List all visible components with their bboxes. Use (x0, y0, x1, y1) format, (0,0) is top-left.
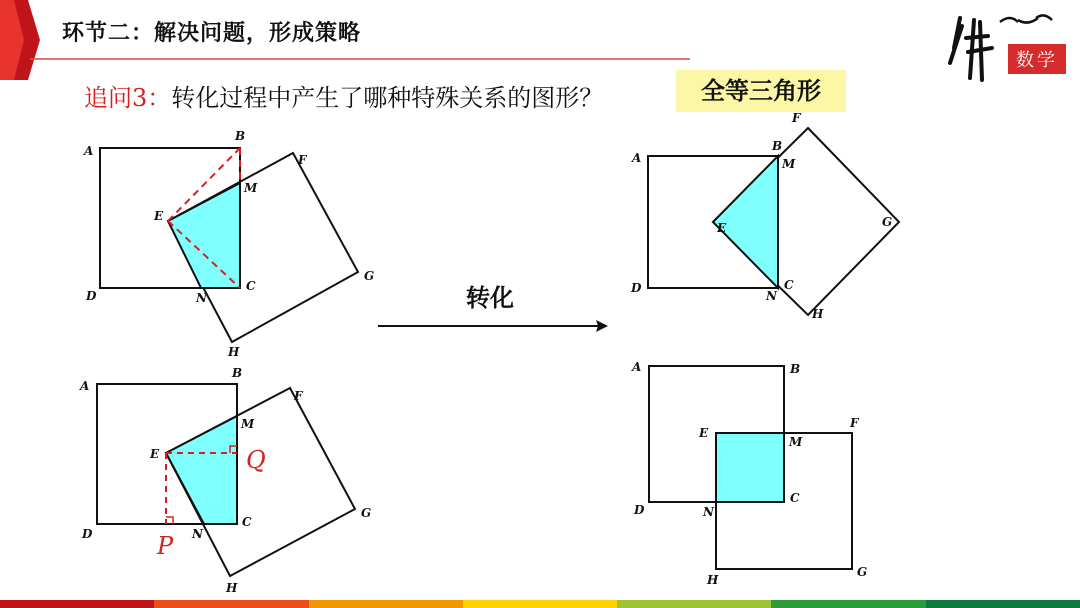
logo-badge: 数学 (1008, 44, 1066, 74)
bar-segment (0, 600, 154, 608)
label-G: G (364, 269, 375, 283)
bar-segment (617, 600, 771, 608)
label-P: P (157, 532, 174, 560)
label-F: F (298, 153, 307, 167)
label-G: G (857, 565, 868, 579)
bar-segment (463, 600, 617, 608)
label-A: A (80, 379, 90, 393)
label-N: N (703, 505, 714, 519)
label-E: E (699, 426, 709, 440)
label-C: C (790, 491, 800, 505)
label-H: H (812, 307, 824, 321)
label-D: D (86, 289, 97, 303)
label-C: C (242, 515, 252, 529)
label-G: G (882, 215, 893, 229)
label-Q: Q (246, 446, 266, 474)
label-A: A (632, 151, 642, 165)
label-F: F (792, 111, 801, 125)
bottom-color-bar (0, 600, 1080, 608)
label-H: H (228, 345, 240, 359)
label-B: B (235, 129, 246, 143)
label-F: F (294, 389, 303, 403)
answer-box: 全等三角形 (676, 70, 846, 112)
label-C: C (246, 279, 256, 293)
label-D: D (634, 503, 645, 517)
label-N: N (766, 289, 777, 303)
label-B: B (790, 362, 801, 376)
label-B: B (232, 366, 243, 380)
label-C: C (784, 278, 794, 292)
label-N: N (196, 291, 207, 305)
label-D: D (631, 281, 642, 295)
label-M: M (244, 181, 258, 195)
label-A: A (84, 144, 94, 158)
label-H: H (707, 573, 719, 587)
bar-segment (771, 600, 925, 608)
label-M: M (241, 417, 255, 431)
section-title: 环节二：解决问题，形成策略 (62, 21, 362, 46)
label-E: E (154, 209, 164, 223)
label-E: E (150, 447, 160, 461)
label-E: E (717, 221, 727, 235)
label-F: F (850, 416, 859, 430)
bar-segment (309, 600, 463, 608)
bar-segment (154, 600, 308, 608)
label-B: B (772, 139, 783, 153)
label-M: M (782, 157, 796, 171)
question-text: 转化过程中产生了哪种特殊关系的图形？ (171, 84, 604, 112)
label-D: D (82, 527, 93, 541)
label-A: A (632, 360, 642, 374)
label-G: G (361, 506, 372, 520)
label-M: M (789, 435, 803, 449)
label-H: H (226, 581, 238, 595)
label-N: N (192, 527, 203, 541)
question-label: 追问3： (84, 84, 172, 112)
transform-label: 转化 (466, 284, 514, 312)
bar-segment (926, 600, 1080, 608)
